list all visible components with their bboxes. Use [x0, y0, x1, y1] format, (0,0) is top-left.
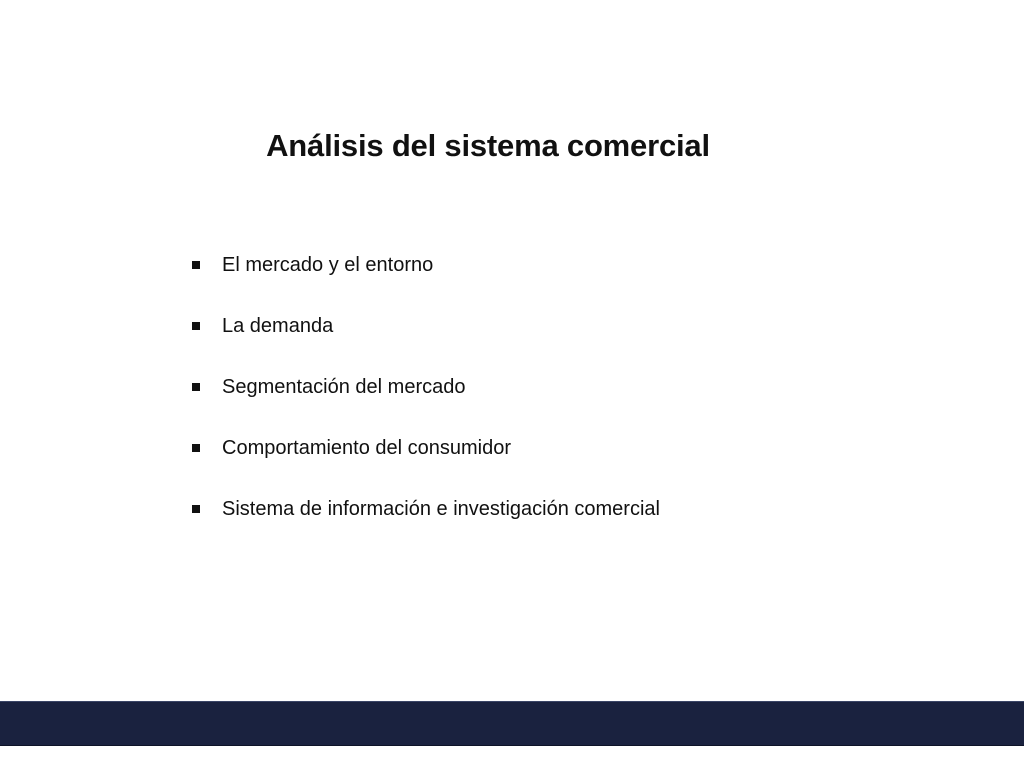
square-bullet-icon — [192, 322, 200, 330]
list-item-text: Sistema de información e investigación comercial — [222, 497, 660, 520]
list-item — [192, 370, 660, 404]
square-bullet-icon — [192, 444, 200, 452]
list-item-text: Comportamiento del consumidor — [222, 436, 512, 459]
list-item — [192, 431, 660, 465]
list-item-text: Segmentación del mercado — [222, 375, 466, 398]
bullet-list — [192, 248, 660, 553]
slide-title: Análisis del sistema comercial — [266, 128, 710, 163]
footer-bar — [0, 701, 1024, 746]
list-item-text: El mercado y el entorno — [222, 253, 434, 276]
square-bullet-icon — [192, 261, 200, 269]
list-item — [192, 309, 660, 343]
square-bullet-icon — [192, 383, 200, 391]
square-bullet-icon — [192, 505, 200, 513]
list-item — [192, 492, 660, 526]
list-item — [192, 248, 660, 282]
list-item-text: La demanda — [222, 314, 334, 337]
